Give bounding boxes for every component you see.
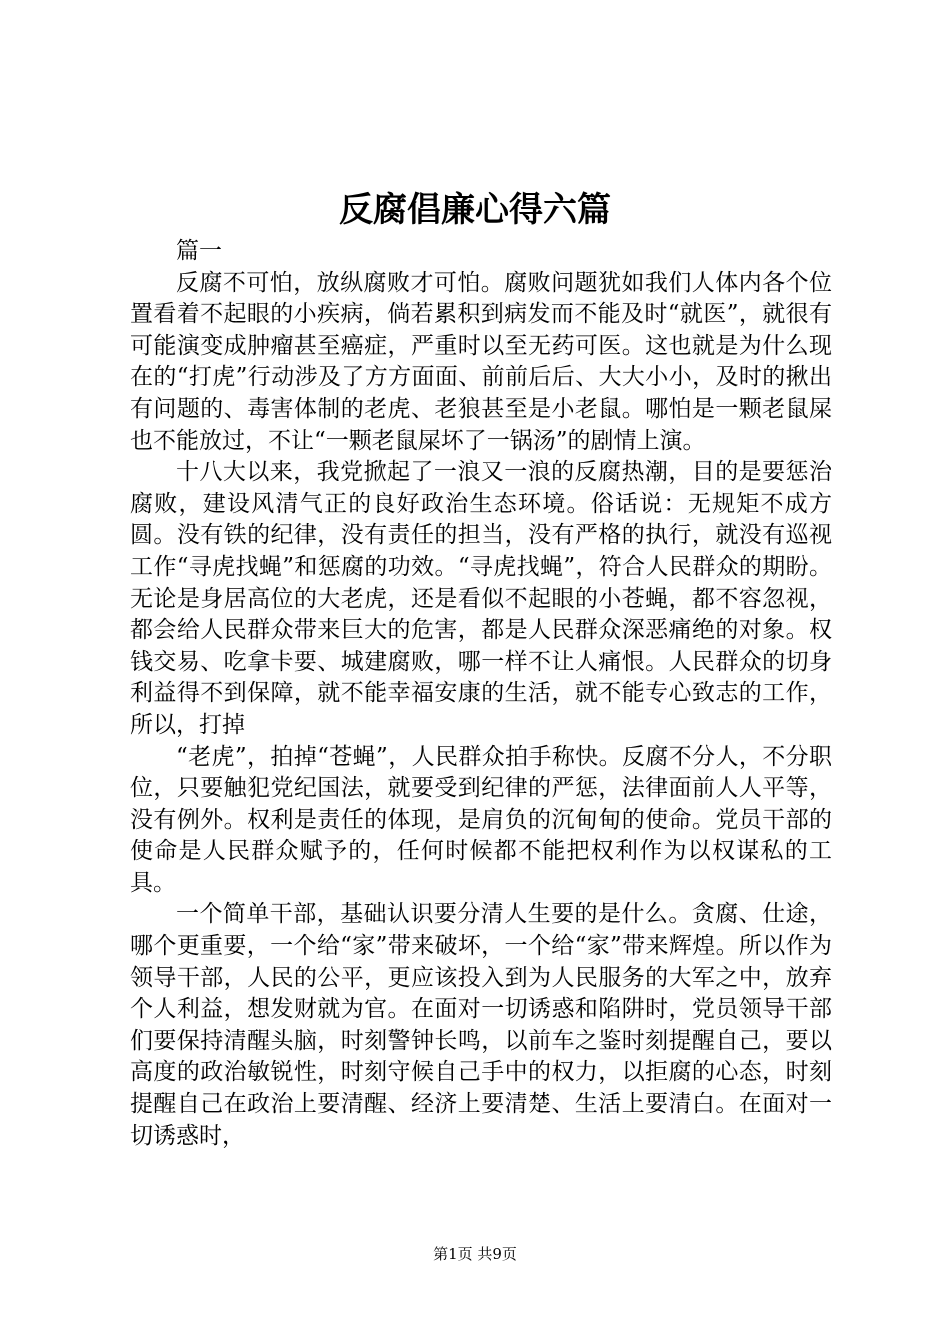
document-body	[130, 236, 832, 1152]
paragraph: 反腐不可怕，放纵腐败才可怕。腐败问题犹如我们人体内各个位置看着不起眼的小疾病，倘若累积到病发而不能及时“就医”，就很有可能演变成肿瘤甚至癌症，严重时以至无药可医。这也就是为什么现在的“打虎”行动涉及了方方面面、前前后后、大大小小，及时的揪出有问题的、毒害体制的老虎、老狼甚至是小老鼠。哪怕是一颗老鼠屎也不能放过，不让“一颗老鼠屎坏了一锅汤”的剧情上演。	[130, 269, 832, 454]
page-footer: 第1页 共9页	[433, 1245, 517, 1263]
paragraph: 十八大以来，我党掀起了一浪又一浪的反腐热潮，目的是要惩治腐败，建设风清气正的良好政治生态环境。俗话说：无规矩不成方圆。没有铁的纪律，没有责任的担当，没有严格的执行，就没有巡视工作“寻虎找蝇”和惩腐的功效。“寻虎找蝇”，符合人民群众的期盼。无论是身居高位的大老虎，还是看似不起眼的小苍蝇，都不容忽视，都会给人民群众带来巨大的危害，都是人民群众深恶痛绝的对象。权钱交易、吃拿卡要、城建腐败，哪一样不让人痛恨。人民群众的切身利益得不到保障，就不能幸福安康的生活，就不能专心致志的工作，所以，打掉	[130, 459, 832, 738]
document-title: 反腐倡廉心得六篇	[339, 190, 611, 230]
paragraph: “老虎”，拍掉“苍蝇”，人民群众拍手称快。反腐不分人，不分职位，只要触犯党纪国法，就要受到纪律的严惩，法律面前人人平等，没有例外。权利是责任的体现，是肩负的沉甸甸的使命。党员干部的使命是人民群众赋予的，任何时候都不能把权利作为以权谋私的工具。	[130, 743, 832, 896]
paragraph: 一个简单干部，基础认识要分清人生要的是什么。贪腐、仕途，哪个更重要，一个给“家”带来破坏，一个给“家”带来辉煌。所以作为领导干部，人民的公平，更应该投入到为人民服务的大军之中，放弃个人利益，想发财就为官。在面对一切诱惑和陷阱时，党员领导干部们要保持清醒头脑，时刻警钟长鸣，以前车之鉴时刻提醒自己，要以高度的政治敏锐性，时刻守候自己手中的权力，以拒腐的心态，时刻提醒自己在政治上要清醒、经济上要清楚、生活上要清白。在面对一切诱惑时，	[130, 901, 832, 1149]
section-label: 篇一	[176, 238, 222, 264]
